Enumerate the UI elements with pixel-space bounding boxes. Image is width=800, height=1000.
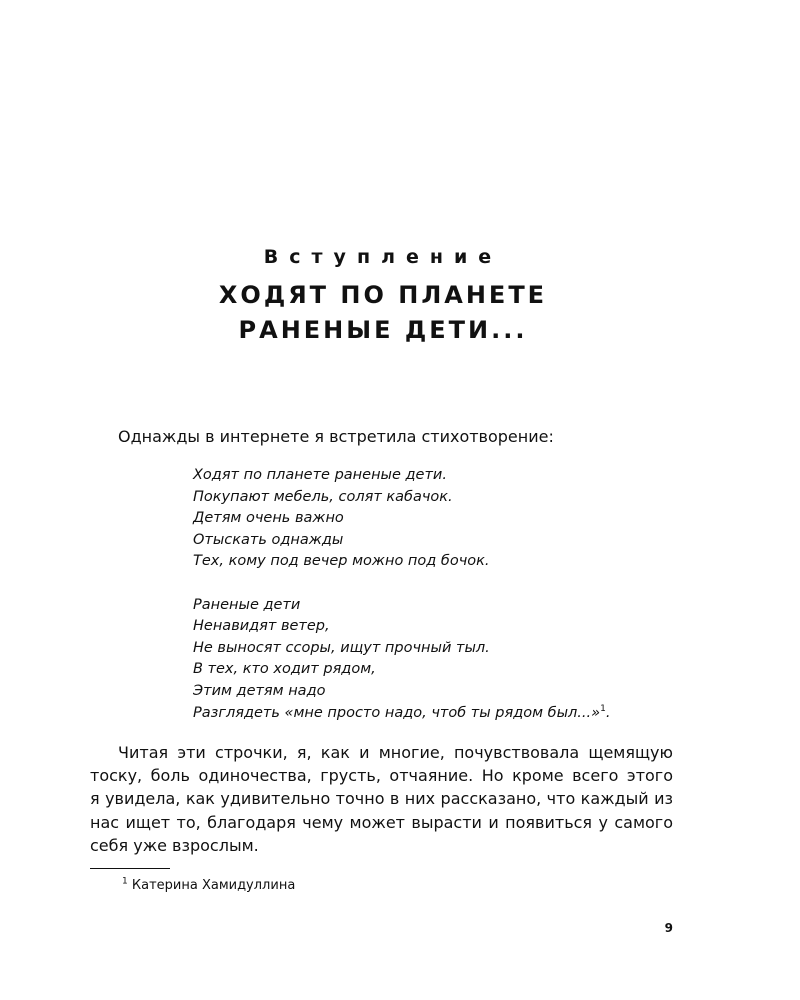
footnote-reference: 1 bbox=[600, 703, 606, 714]
poem-last-punctuation: . bbox=[605, 704, 611, 721]
poem-line: Ходят по планете раненые дети. bbox=[193, 467, 447, 483]
poem-line: Покупают мебель, солят кабачок. bbox=[193, 488, 453, 505]
footnote-text: Катерина Хамидуллина bbox=[131, 878, 296, 893]
poem-line: Этим детям надо bbox=[193, 682, 326, 699]
poem-block bbox=[193, 465, 610, 724]
footnote bbox=[122, 877, 295, 895]
poem-line: Отыскать однажды bbox=[193, 531, 344, 548]
poem-line: Тех, кому под вечер можно под бочок. bbox=[193, 553, 490, 570]
body-line: себя уже взрослым. bbox=[90, 835, 259, 855]
intro-paragraph: Однажды в интернете я встретила стихотворение: bbox=[118, 427, 554, 446]
body-line: тоску, боль одиночества, грусть, отчаяние. Но кроме всего этого bbox=[90, 766, 673, 786]
poem-last-line bbox=[193, 703, 610, 725]
body-line: нас ищет то, благодаря чему может вырасти и появиться у самого bbox=[90, 812, 673, 832]
footnote-marker: 1 bbox=[122, 876, 128, 887]
page-number: 9 bbox=[664, 921, 673, 935]
poem-line: Детям очень важно bbox=[193, 510, 344, 527]
body-line: Читая эти строчки, я, как и многие, почувствовала щемящую bbox=[118, 743, 673, 762]
chapter-title-line-1: ХОДЯТ ПО ПЛАНЕТЕ bbox=[218, 281, 548, 309]
chapter-title-line-2: РАНЕНЫЕ ДЕТИ... bbox=[238, 316, 528, 344]
poem-line: Раненые дети bbox=[193, 596, 301, 613]
chapter-overline: Вступление bbox=[263, 246, 503, 268]
poem-line: В тех, кто ходит рядом, bbox=[193, 661, 376, 678]
poem-line: Не выносят ссоры, ищут прочный тыл. bbox=[193, 639, 490, 656]
footnote-divider bbox=[90, 868, 170, 869]
poem-line: Ненавидят ветер, bbox=[193, 618, 330, 635]
body-line: я увидела, как удивительно точно в них рассказано, что каждый из bbox=[90, 789, 673, 809]
body-paragraph bbox=[90, 741, 673, 857]
stanza-break bbox=[193, 573, 610, 595]
poem-last-line-text: Разглядеть «мне просто надо, чтоб ты рядом был...» bbox=[193, 704, 601, 721]
